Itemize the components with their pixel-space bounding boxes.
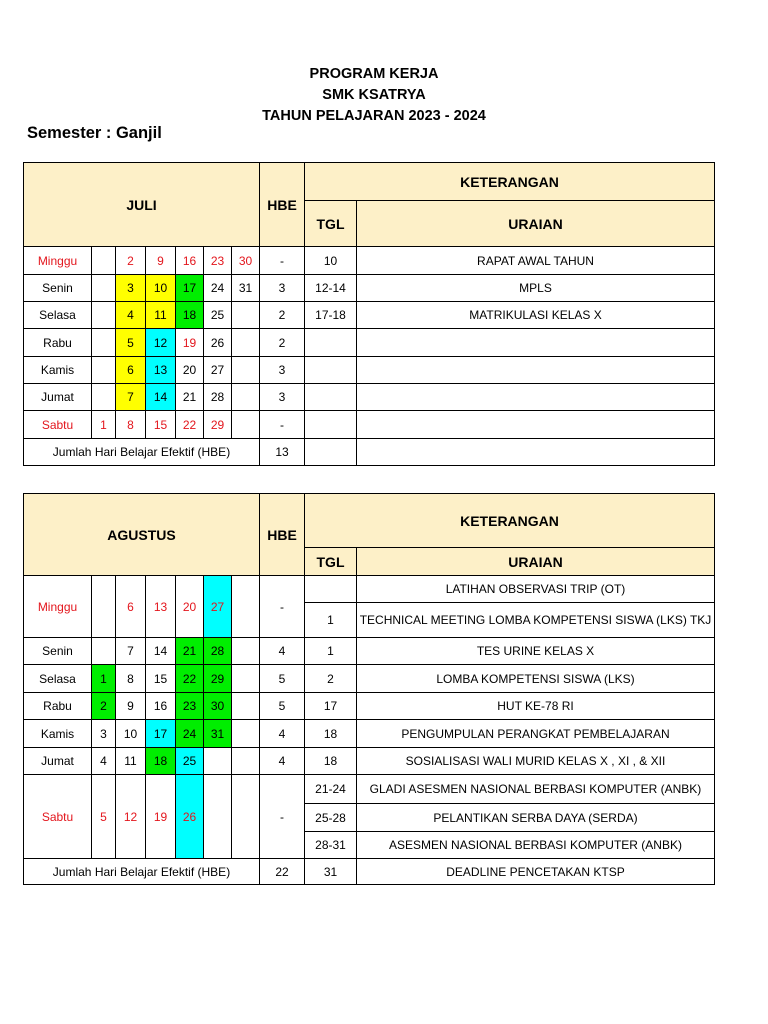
date-cell: 15 <box>146 665 176 693</box>
tgl-value: 18 <box>305 748 357 775</box>
date-cell: 24 <box>204 275 232 302</box>
day-label: Jumat <box>24 748 92 775</box>
date-cell: 22 <box>176 411 204 439</box>
date-cell: 2 <box>92 693 116 720</box>
tgl-value <box>305 329 357 357</box>
date-cell: 5 <box>92 775 116 859</box>
document-header <box>0 64 748 127</box>
uraian-value: ASESMEN NASIONAL BERBASI KOMPUTER (ANBK) <box>357 832 715 859</box>
uraian-value: LATIHAN OBSERVASI TRIP (OT) <box>357 576 715 603</box>
date-cell: 25 <box>204 302 232 329</box>
uraian-header: URAIAN <box>357 548 715 576</box>
date-cell: 20 <box>176 357 204 384</box>
day-label: Rabu <box>24 693 92 720</box>
hbe-value: 3 <box>260 275 305 302</box>
date-cell: 4 <box>92 748 116 775</box>
day-label: Sabtu <box>24 411 92 439</box>
hbe-value: 2 <box>260 329 305 357</box>
date-cell: 31 <box>204 720 232 748</box>
date-cell: 29 <box>204 411 232 439</box>
date-cell <box>232 748 260 775</box>
hbe-value: 3 <box>260 384 305 411</box>
date-cell <box>232 693 260 720</box>
date-cell: 3 <box>116 275 146 302</box>
school-name: SMK KSATRYA <box>322 87 426 103</box>
hbe-value: 3 <box>260 357 305 384</box>
tgl-value <box>305 411 357 439</box>
uraian-value: DEADLINE PENCETAKAN KTSP <box>357 859 715 885</box>
date-cell: 13 <box>146 576 176 638</box>
day-label: Selasa <box>24 302 92 329</box>
date-cell <box>232 411 260 439</box>
date-cell: 9 <box>146 247 176 275</box>
date-cell <box>204 748 232 775</box>
uraian-header: URAIAN <box>357 201 715 247</box>
day-label: Jumat <box>24 384 92 411</box>
day-label: Kamis <box>24 720 92 748</box>
uraian-value: TECHNICAL MEETING LOMBA KOMPETENSI SISWA (LKS) TKJ <box>357 603 715 638</box>
date-cell <box>232 576 260 638</box>
date-cell: 7 <box>116 638 146 665</box>
date-cell <box>232 638 260 665</box>
uraian-value: PELANTIKAN SERBA DAYA (SERDA) <box>357 804 715 832</box>
date-cell <box>92 384 116 411</box>
total-value: 22 <box>260 859 305 885</box>
day-label: Selasa <box>24 665 92 693</box>
date-cell: 25 <box>176 748 204 775</box>
date-cell: 16 <box>146 693 176 720</box>
hbe-value: 2 <box>260 302 305 329</box>
total-label: Jumlah Hari Belajar Efektif (HBE) <box>24 859 260 885</box>
date-cell: 23 <box>176 693 204 720</box>
date-cell: 14 <box>146 384 176 411</box>
date-cell: 17 <box>146 720 176 748</box>
tgl-value: 17 <box>305 693 357 720</box>
date-cell: 6 <box>116 357 146 384</box>
hbe-value: 4 <box>260 720 305 748</box>
date-cell: 20 <box>176 576 204 638</box>
tgl-value: 1 <box>305 603 357 638</box>
day-label: Minggu <box>24 247 92 275</box>
date-cell <box>232 302 260 329</box>
date-cell: 11 <box>116 748 146 775</box>
day-label: Rabu <box>24 329 92 357</box>
date-cell: 27 <box>204 357 232 384</box>
uraian-value: TES URINE KELAS X <box>357 638 715 665</box>
date-cell <box>204 775 232 859</box>
date-cell: 13 <box>146 357 176 384</box>
date-cell: 29 <box>204 665 232 693</box>
date-cell: 28 <box>204 638 232 665</box>
program-title: PROGRAM KERJA <box>309 66 439 82</box>
tgl-value <box>305 384 357 411</box>
uraian-value <box>357 411 715 439</box>
tgl-value: 17-18 <box>305 302 357 329</box>
date-cell <box>92 329 116 357</box>
academic-year: TAHUN PELAJARAN 2023 - 2024 <box>262 108 486 124</box>
date-cell: 18 <box>176 302 204 329</box>
date-cell: 27 <box>204 576 232 638</box>
date-cell: 26 <box>176 775 204 859</box>
date-cell <box>92 576 116 638</box>
date-cell <box>92 302 116 329</box>
tgl-value: 1 <box>305 638 357 665</box>
month-header: JULI <box>24 163 260 247</box>
date-cell: 15 <box>146 411 176 439</box>
uraian-value: LOMBA KOMPETENSI SISWA (LKS) <box>357 665 715 693</box>
date-cell: 5 <box>116 329 146 357</box>
hbe-value: 5 <box>260 693 305 720</box>
uraian-value: MATRIKULASI KELAS X <box>357 302 715 329</box>
tgl-value: 28-31 <box>305 832 357 859</box>
date-cell <box>232 384 260 411</box>
hbe-value: - <box>260 775 305 859</box>
date-cell: 16 <box>176 247 204 275</box>
date-cell: 1 <box>92 665 116 693</box>
date-cell: 23 <box>204 247 232 275</box>
date-cell: 18 <box>146 748 176 775</box>
date-cell: 11 <box>146 302 176 329</box>
date-cell: 26 <box>204 329 232 357</box>
uraian-value: PENGUMPULAN PERANGKAT PEMBELAJARAN <box>357 720 715 748</box>
date-cell <box>232 775 260 859</box>
semester-label: Semester : Ganjil <box>27 124 162 142</box>
uraian-value <box>357 439 715 466</box>
date-cell <box>92 275 116 302</box>
date-cell <box>232 720 260 748</box>
date-cell: 14 <box>146 638 176 665</box>
date-cell: 28 <box>204 384 232 411</box>
date-cell: 1 <box>92 411 116 439</box>
date-cell: 10 <box>146 275 176 302</box>
date-cell <box>92 638 116 665</box>
day-label: Sabtu <box>24 775 92 859</box>
date-cell: 12 <box>116 775 146 859</box>
date-cell <box>92 357 116 384</box>
tgl-value <box>305 439 357 466</box>
tgl-value: 2 <box>305 665 357 693</box>
date-cell <box>232 665 260 693</box>
date-cell: 3 <box>92 720 116 748</box>
day-label: Minggu <box>24 576 92 638</box>
tgl-value: 31 <box>305 859 357 885</box>
keterangan-header: KETERANGAN <box>305 163 715 201</box>
date-cell: 8 <box>116 665 146 693</box>
uraian-value <box>357 357 715 384</box>
tgl-value: 25-28 <box>305 804 357 832</box>
hbe-value: - <box>260 247 305 275</box>
total-value: 13 <box>260 439 305 466</box>
date-cell: 6 <box>116 576 146 638</box>
month-header: AGUSTUS <box>24 494 260 576</box>
uraian-value <box>357 384 715 411</box>
date-cell: 17 <box>176 275 204 302</box>
tgl-value: 12-14 <box>305 275 357 302</box>
date-cell <box>232 357 260 384</box>
tgl-header: TGL <box>305 201 357 247</box>
date-cell: 21 <box>176 638 204 665</box>
uraian-value: HUT KE-78 RI <box>357 693 715 720</box>
hbe-header: HBE <box>260 494 305 576</box>
tgl-header: TGL <box>305 548 357 576</box>
tgl-value <box>305 357 357 384</box>
hbe-value: 4 <box>260 748 305 775</box>
hbe-value: - <box>260 411 305 439</box>
tgl-value: 18 <box>305 720 357 748</box>
day-label: Senin <box>24 638 92 665</box>
agustus-calendar-table <box>23 493 715 885</box>
date-cell <box>232 329 260 357</box>
date-cell: 30 <box>204 693 232 720</box>
keterangan-header: KETERANGAN <box>305 494 715 548</box>
date-cell: 31 <box>232 275 260 302</box>
date-cell: 7 <box>116 384 146 411</box>
date-cell: 24 <box>176 720 204 748</box>
tgl-value <box>305 576 357 603</box>
date-cell: 2 <box>116 247 146 275</box>
hbe-value: 5 <box>260 665 305 693</box>
day-label: Senin <box>24 275 92 302</box>
hbe-value: 4 <box>260 638 305 665</box>
day-label: Kamis <box>24 357 92 384</box>
date-cell: 10 <box>116 720 146 748</box>
hbe-value: - <box>260 576 305 638</box>
date-cell: 21 <box>176 384 204 411</box>
tgl-value: 10 <box>305 247 357 275</box>
date-cell: 8 <box>116 411 146 439</box>
hbe-header: HBE <box>260 163 305 247</box>
uraian-value <box>357 329 715 357</box>
date-cell: 19 <box>176 329 204 357</box>
tgl-value: 21-24 <box>305 775 357 804</box>
date-cell: 4 <box>116 302 146 329</box>
uraian-value: RAPAT AWAL TAHUN <box>357 247 715 275</box>
date-cell: 12 <box>146 329 176 357</box>
date-cell: 19 <box>146 775 176 859</box>
uraian-value: SOSIALISASI WALI MURID KELAS X , XI , & XII <box>357 748 715 775</box>
date-cell: 9 <box>116 693 146 720</box>
date-cell: 22 <box>176 665 204 693</box>
uraian-value: GLADI ASESMEN NASIONAL BERBASI KOMPUTER (ANBK) <box>357 775 715 804</box>
date-cell: 30 <box>232 247 260 275</box>
uraian-value: MPLS <box>357 275 715 302</box>
date-cell <box>92 247 116 275</box>
total-label: Jumlah Hari Belajar Efektif (HBE) <box>24 439 260 466</box>
juli-calendar-table <box>23 162 715 466</box>
